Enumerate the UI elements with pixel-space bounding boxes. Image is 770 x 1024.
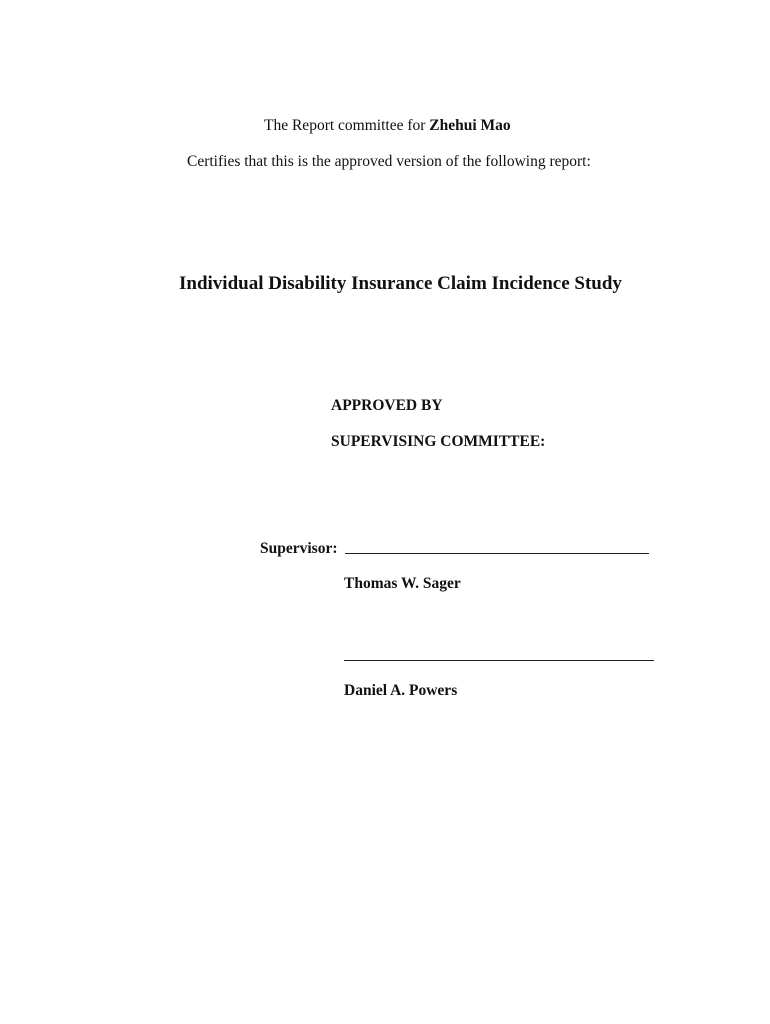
supervising-committee-heading: SUPERVISING COMMITTEE: (331, 433, 546, 450)
committee-prefix: The Report committee for (264, 117, 430, 134)
supervisor-label: Supervisor: (260, 540, 338, 557)
committee-member-name: Thomas W. Sager (344, 575, 461, 592)
student-name: Zhehui Mao (429, 117, 511, 134)
committee-statement (264, 116, 511, 136)
committee-member-name: Daniel A. Powers (344, 682, 458, 699)
approved-by-heading: APPROVED BY (331, 397, 443, 414)
certification-statement: Certifies that this is the approved version of the following report: (187, 153, 591, 170)
signature-line-supervisor (345, 553, 649, 554)
report-title: Individual Disability Insurance Claim Incidence Study (179, 273, 622, 294)
signature-line-member (344, 660, 654, 661)
